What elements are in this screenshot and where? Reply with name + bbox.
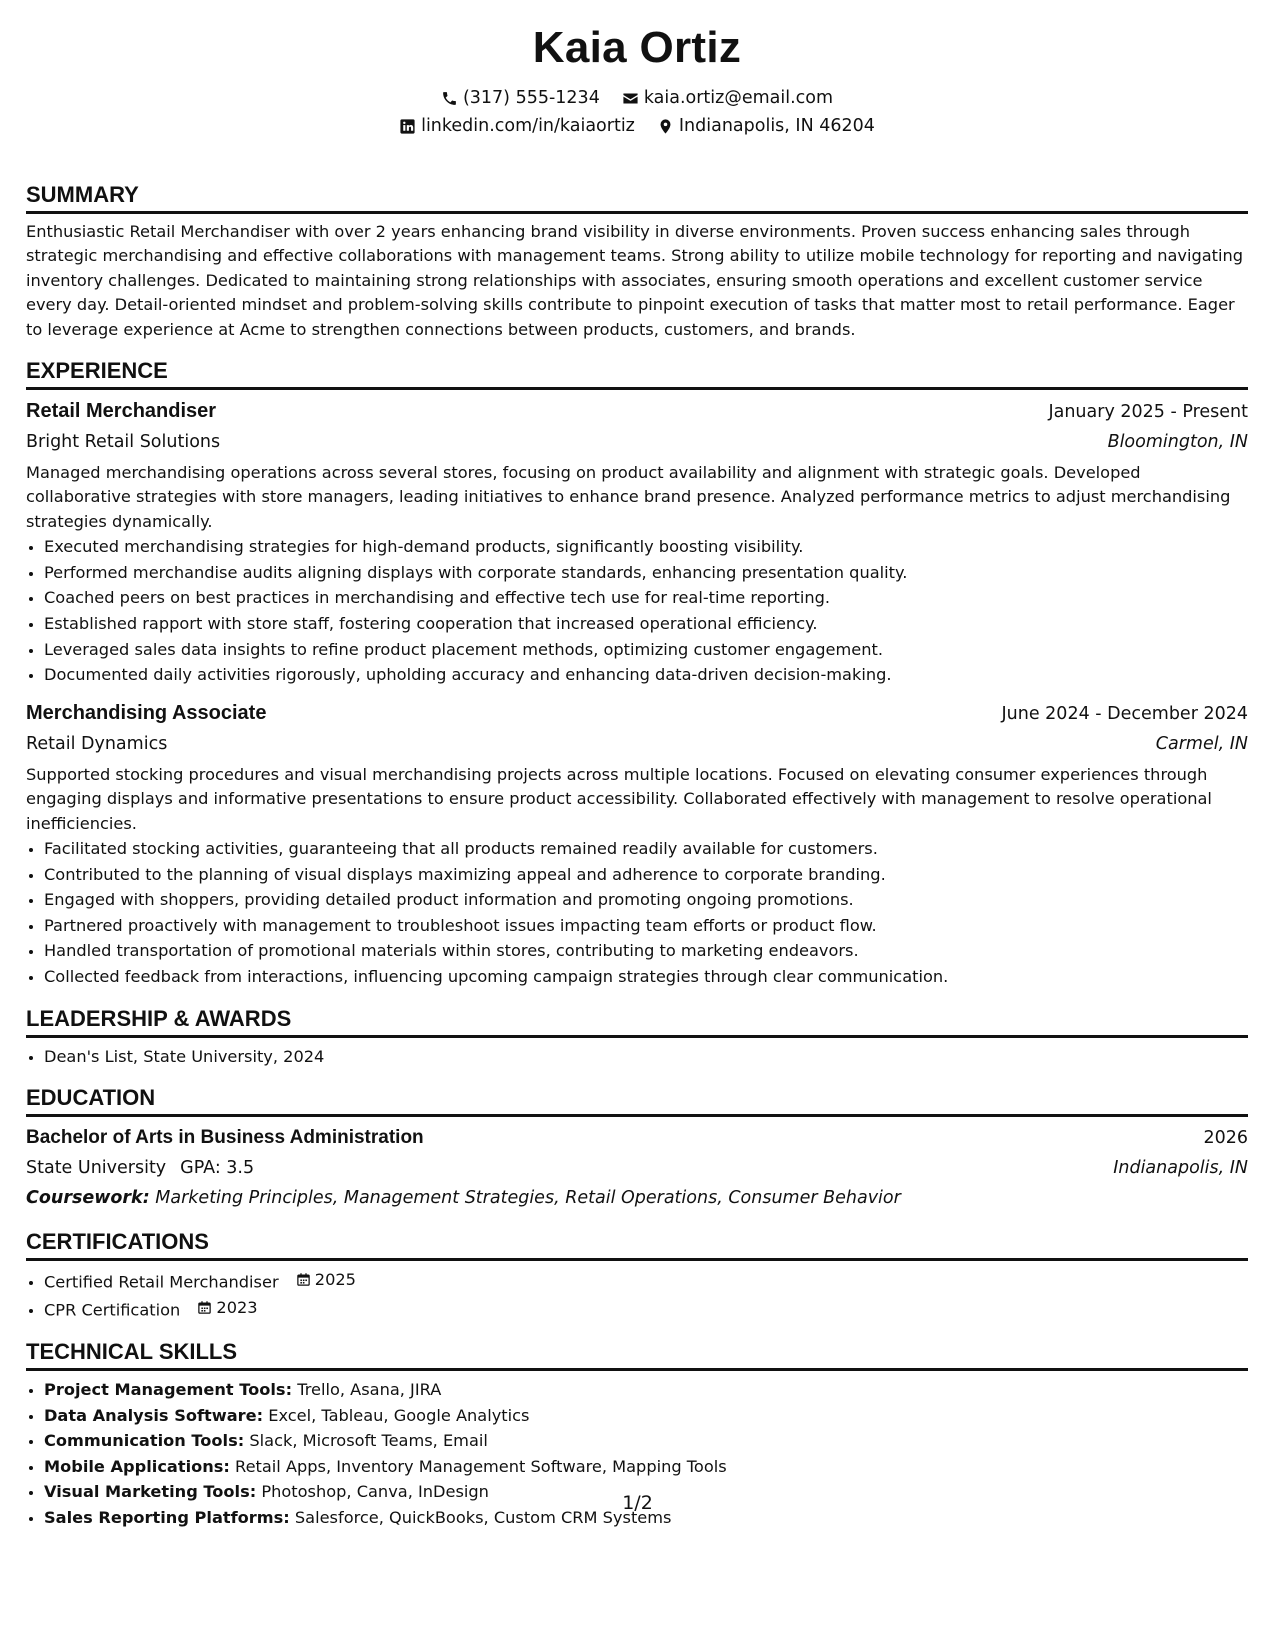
map-pin-icon: [657, 118, 674, 135]
list-item: • Contributed to the planning of visual displays maximizing appeal and adherence to corporate branding.: [44, 862, 1248, 888]
envelope-icon: [622, 90, 639, 107]
cert-name: CPR Certification: [44, 1300, 181, 1320]
skill-value: Photoshop, Canva, InDesign: [261, 1482, 489, 1502]
job-dates: January 2025 - Present: [1048, 402, 1248, 423]
school-location: Indianapolis, IN: [1113, 1158, 1248, 1179]
location-text: Indianapolis, IN 46204: [678, 116, 875, 136]
job-title: Merchandising Associate: [26, 701, 267, 724]
page-number: 1/2: [622, 1492, 653, 1514]
list-item: [44, 1428, 1248, 1454]
job-dates: June 2024 - December 2024: [1001, 703, 1248, 724]
summary-text: Enthusiastic Retail Merchandiser with over 2 years enhancing brand visibility in diverse environments. Proven success enhancing sales through strategic merchandising and effective collaborations with management teams. Strong ability to utilize mobile technology for reporting and navigating inventory challenges. Dedicated to maintaining strong relationships with associates, ensuring smooth operations and excellent customer service every day. Detail-oriented mindset and problem-solving skills contribute to pinpoint execution of tasks that matter most to retail performance. Eager to leverage experience at Acme to strengthen connections between products, customers, and brands.: [26, 222, 1244, 339]
job-bullets: [26, 836, 1248, 990]
list-item: [44, 1295, 1248, 1323]
list-item: [44, 1454, 1248, 1480]
list-item: • Facilitated stocking activities, guaranteeing that all products remained readily available for customers.: [44, 836, 1248, 862]
phone-icon: [441, 90, 458, 107]
skill-label: Communication Tools:: [44, 1431, 245, 1451]
list-item: [44, 1403, 1248, 1429]
job-description: Managed merchandising operations across several stores, focusing on product availability and alignment with strategic goals. Developed collaborative strategies with store managers, leading initiatives to enhance brand presence. Analyzed performance metrics to adjust merchandising strategies dynamically.: [26, 463, 1231, 531]
list-item: • Performed merchandise audits aligning displays with corporate standards, enhancing presentation quality.: [44, 560, 1248, 586]
company-name: Retail Dynamics: [26, 733, 168, 754]
list-item: • Coached peers on best practices in merchandising and effective tech use for real-time reporting.: [44, 585, 1248, 611]
section-title: SUMMARY: [26, 180, 1248, 214]
coursework-label: Coursework:: [26, 1188, 150, 1209]
list-item: • Partnered proactively with management to troubleshoot issues impacting team efforts or product flow.: [44, 913, 1248, 939]
list-item: • Leveraged sales data insights to refine product placement methods, optimizing customer engagement.: [44, 637, 1248, 663]
email-text: kaia.ortiz@email.com: [643, 88, 834, 108]
skill-value: Excel, Tableau, Google Analytics: [268, 1405, 530, 1425]
list-item: • Engaged with shoppers, providing detailed product information and promoting ongoing promotions.: [44, 887, 1248, 913]
skill-label: Project Management Tools:: [44, 1379, 293, 1399]
contact-location: [657, 112, 875, 140]
list-item: [44, 1267, 1248, 1295]
section-title: EDUCATION: [26, 1083, 1248, 1117]
company-name: Bright Retail Solutions: [26, 432, 221, 453]
phone-text: (317) 555-1234: [462, 88, 600, 108]
coursework-text: Marketing Principles, Management Strategies, Retail Operations, Consumer Behavior: [155, 1188, 901, 1209]
job-entry: [26, 396, 1248, 688]
contact-linkedin[interactable]: [399, 112, 635, 140]
list-item: • Collected feedback from interactions, influencing upcoming campaign strategies through clear communication.: [44, 964, 1248, 990]
coursework-line: [26, 1183, 1248, 1213]
school-name: State University: [26, 1158, 167, 1179]
contact-row-1: [26, 84, 1248, 112]
skill-label: Data Analysis Software:: [44, 1405, 264, 1425]
skill-value: Slack, Microsoft Teams, Email: [249, 1431, 488, 1451]
awards-list: [26, 1044, 1248, 1070]
experience-section: [26, 356, 1248, 990]
linkedin-text: linkedin.com/in/kaiaortiz: [421, 116, 635, 136]
certifications-section: [26, 1227, 1248, 1323]
graduation-year: 2026: [1203, 1128, 1248, 1149]
list-item: • Established rapport with store staff, fostering cooperation that increased operational efficiency.: [44, 611, 1248, 637]
resume-page: [26, 0, 1248, 1531]
job-location: Carmel, IN: [1155, 733, 1248, 754]
section-title: EXPERIENCE: [26, 356, 1248, 390]
section-title: LEADERSHIP & AWARDS: [26, 1004, 1248, 1038]
list-item: [44, 1377, 1248, 1403]
linkedin-icon: [399, 118, 416, 135]
skill-label: Sales Reporting Platforms:: [44, 1507, 290, 1527]
cert-date: [296, 1267, 356, 1293]
list-item: • Documented daily activities rigorously, upholding accuracy and enhancing data-driven decision-making.: [44, 662, 1248, 688]
degree-title: Bachelor of Arts in Business Administration: [26, 1127, 424, 1149]
contact-row-2: [26, 112, 1248, 140]
job-description: Supported stocking procedures and visual merchandising projects across multiple locations. Focused on elevating consumer experiences through engaging displays and informative presentations to ensure product accessibility. Collaborated effectively with management to resolve operational inefficiencies.: [26, 764, 1212, 833]
cert-name: Certified Retail Merchandiser: [44, 1272, 279, 1292]
cert-year: 2023: [216, 1298, 258, 1318]
skill-value: Retail Apps, Inventory Management Software, Mapping Tools: [235, 1456, 727, 1476]
cert-year: 2025: [314, 1270, 356, 1290]
section-title: TECHNICAL SKILLS: [26, 1337, 1248, 1371]
list-item: • Handled transportation of promotional materials within stores, contributing to marketing endeavors.: [44, 938, 1248, 964]
list-item: • Dean's List, State University, 2024: [44, 1044, 1248, 1070]
certifications-list: [26, 1267, 1248, 1323]
summary-section: [26, 180, 1248, 342]
gpa-text: GPA: 3.5: [180, 1158, 255, 1179]
calendar-icon: [197, 1300, 212, 1315]
job-bullets: [26, 534, 1248, 688]
job-title: Retail Merchandiser: [26, 400, 217, 423]
calendar-icon: [296, 1272, 311, 1287]
contact-email[interactable]: [622, 84, 833, 112]
job-location: Bloomington, IN: [1107, 432, 1248, 453]
cert-date: [197, 1295, 257, 1321]
leadership-section: [26, 1004, 1248, 1070]
skill-value: Salesforce, QuickBooks, Custom CRM Systems: [294, 1507, 672, 1527]
contact-phone: [441, 84, 600, 112]
list-item: • Executed merchandising strategies for high-demand products, significantly boosting visibility.: [44, 534, 1248, 560]
candidate-name: Kaia Ortiz: [532, 23, 742, 72]
education-section: [26, 1083, 1248, 1213]
skill-value: Trello, Asana, JIRA: [297, 1379, 442, 1399]
section-title: CERTIFICATIONS: [26, 1227, 1248, 1261]
skill-label: Visual Marketing Tools:: [44, 1482, 257, 1502]
job-entry: [26, 698, 1248, 990]
skill-label: Mobile Applications:: [44, 1456, 230, 1476]
